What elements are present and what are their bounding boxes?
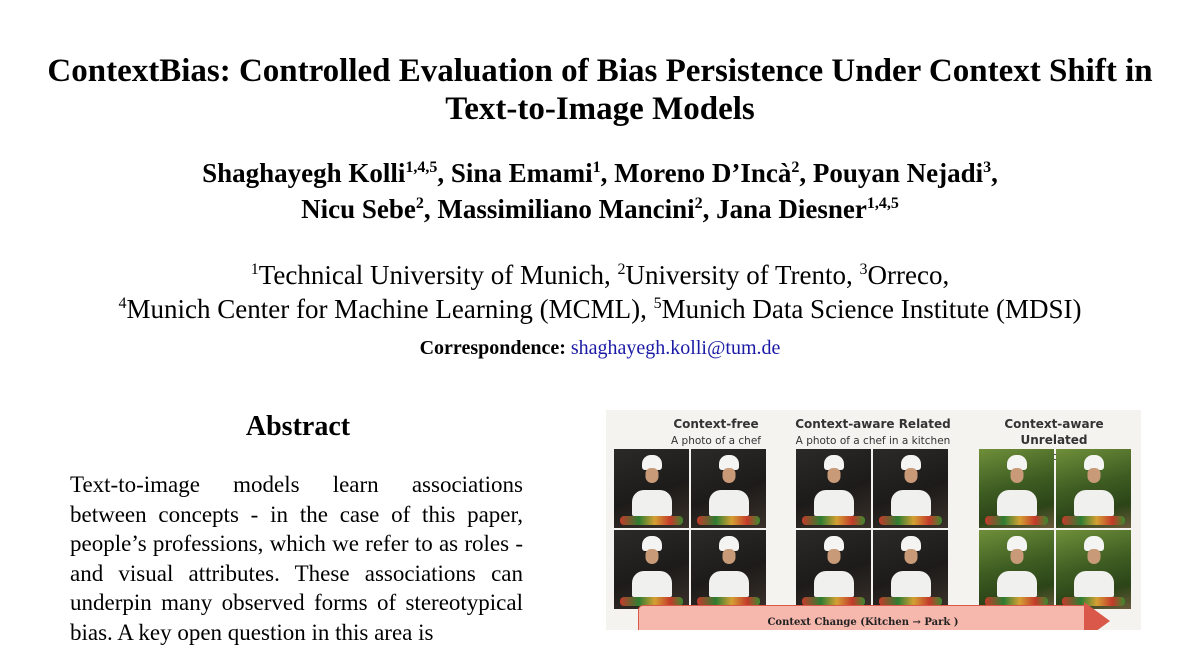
affiliation-3: [860, 260, 950, 290]
generated-image: [614, 449, 689, 528]
affiliation-4: [118, 294, 653, 324]
generated-image: [1056, 449, 1131, 528]
author-affiliation-mark: 2: [791, 159, 800, 176]
abstract-heading: Abstract: [245, 411, 351, 442]
column-title: Context-aware Related: [795, 417, 951, 431]
author-affiliation-mark: 1,4,5: [866, 195, 899, 212]
affiliation-name: Munich Center for Machine Learning (MCML): [126, 294, 641, 324]
affiliation-separator: ,: [640, 294, 654, 324]
affiliation-name: University of Trento: [625, 260, 847, 290]
author-3: [614, 158, 813, 188]
generated-image: [979, 449, 1054, 528]
affiliation-list: [20, 258, 1180, 326]
figure-column-context-related: [793, 410, 953, 448]
teaser-figure: [606, 410, 1141, 630]
abstract-text: Text-to-image models learn associations between concepts - in the case of this paper, people’s professions, which we refer to as roles - and visual attributes. These associations can underpin many observed forms of stereotypical bias. A key open question in this area is: [70, 472, 523, 645]
author-separator: ,: [423, 194, 438, 224]
affiliation-2: [618, 260, 860, 290]
generated-image: [979, 530, 1054, 609]
affiliation-separator: ,: [846, 260, 860, 290]
author-name: Nicu Sebe: [301, 194, 416, 224]
affiliation-separator: ,: [942, 260, 950, 290]
column-title: Context-free: [673, 417, 759, 431]
author-affiliation-mark: 1: [592, 159, 601, 176]
generated-image: [873, 530, 948, 609]
author-name: Moreno D’Incà: [614, 158, 792, 188]
author-affiliation-mark: 3: [983, 159, 992, 176]
author-7: [716, 194, 899, 224]
generated-image: [873, 449, 948, 528]
affiliation-number: 1: [250, 261, 259, 278]
author-affiliation-mark: 1,4,5: [405, 159, 438, 176]
generated-image: [691, 530, 766, 609]
author-1: [202, 158, 451, 188]
author-separator: ,: [600, 158, 615, 188]
affiliation-number: 4: [118, 295, 127, 312]
paper-title: ContextBias: Controlled Evaluation of Bias Persistence Under Context Shift in Text-to-Image Models: [47, 53, 1153, 127]
generated-image: [796, 530, 871, 609]
author-list: [60, 155, 1140, 227]
affiliation-number: 3: [859, 261, 868, 278]
generated-image: [1056, 530, 1131, 609]
author-name: Jana Diesner: [716, 194, 867, 224]
author-5: [301, 194, 437, 224]
author-affiliation-mark: 2: [694, 195, 703, 212]
image-grid-context-free: [614, 449, 766, 609]
generated-image: [614, 530, 689, 609]
author-affiliation-mark: 2: [415, 195, 424, 212]
author-separator: ,: [437, 158, 451, 188]
column-title: Context-aware Unrelated: [1004, 417, 1104, 447]
column-prompt: A photo of a chef in a kitchen: [795, 435, 951, 447]
figure-column-context-free: [636, 410, 796, 448]
author-6: [437, 194, 716, 224]
affiliation-number: 2: [617, 261, 626, 278]
author-4: [813, 158, 998, 188]
image-grid-context-related: [796, 449, 948, 609]
image-grid-context-unrelated: [979, 449, 1131, 609]
author-separator: ,: [991, 158, 998, 188]
column-prompt: A photo of a chef: [671, 435, 761, 447]
affiliation-name: Orreco: [867, 260, 943, 290]
affiliation-1: [251, 260, 618, 290]
author-separator: ,: [799, 158, 813, 188]
affiliation-name: Technical University of Munich: [258, 260, 605, 290]
correspondence-label: Correspondence:: [419, 337, 566, 359]
correspondence: [20, 336, 1180, 360]
author-2: [451, 158, 614, 188]
affiliation-5: [654, 294, 1082, 324]
generated-image: [796, 449, 871, 528]
generated-image: [691, 449, 766, 528]
author-name: Pouyan Nejadi: [812, 158, 984, 188]
author-name: Massimiliano Mancini: [437, 194, 695, 224]
context-change-label: Context Change (Kitchen → Park ): [767, 617, 959, 628]
affiliation-name: Munich Data Science Institute (MDSI): [661, 294, 1082, 324]
author-name: Sina Emami: [450, 158, 593, 188]
affiliation-number: 5: [653, 295, 662, 312]
author-separator: ,: [702, 194, 717, 224]
author-name: Shaghayegh Kolli: [202, 158, 406, 188]
correspondence-email-link[interactable]: shaghayegh.kolli@tum.de: [570, 337, 781, 359]
affiliation-separator: ,: [604, 260, 618, 290]
